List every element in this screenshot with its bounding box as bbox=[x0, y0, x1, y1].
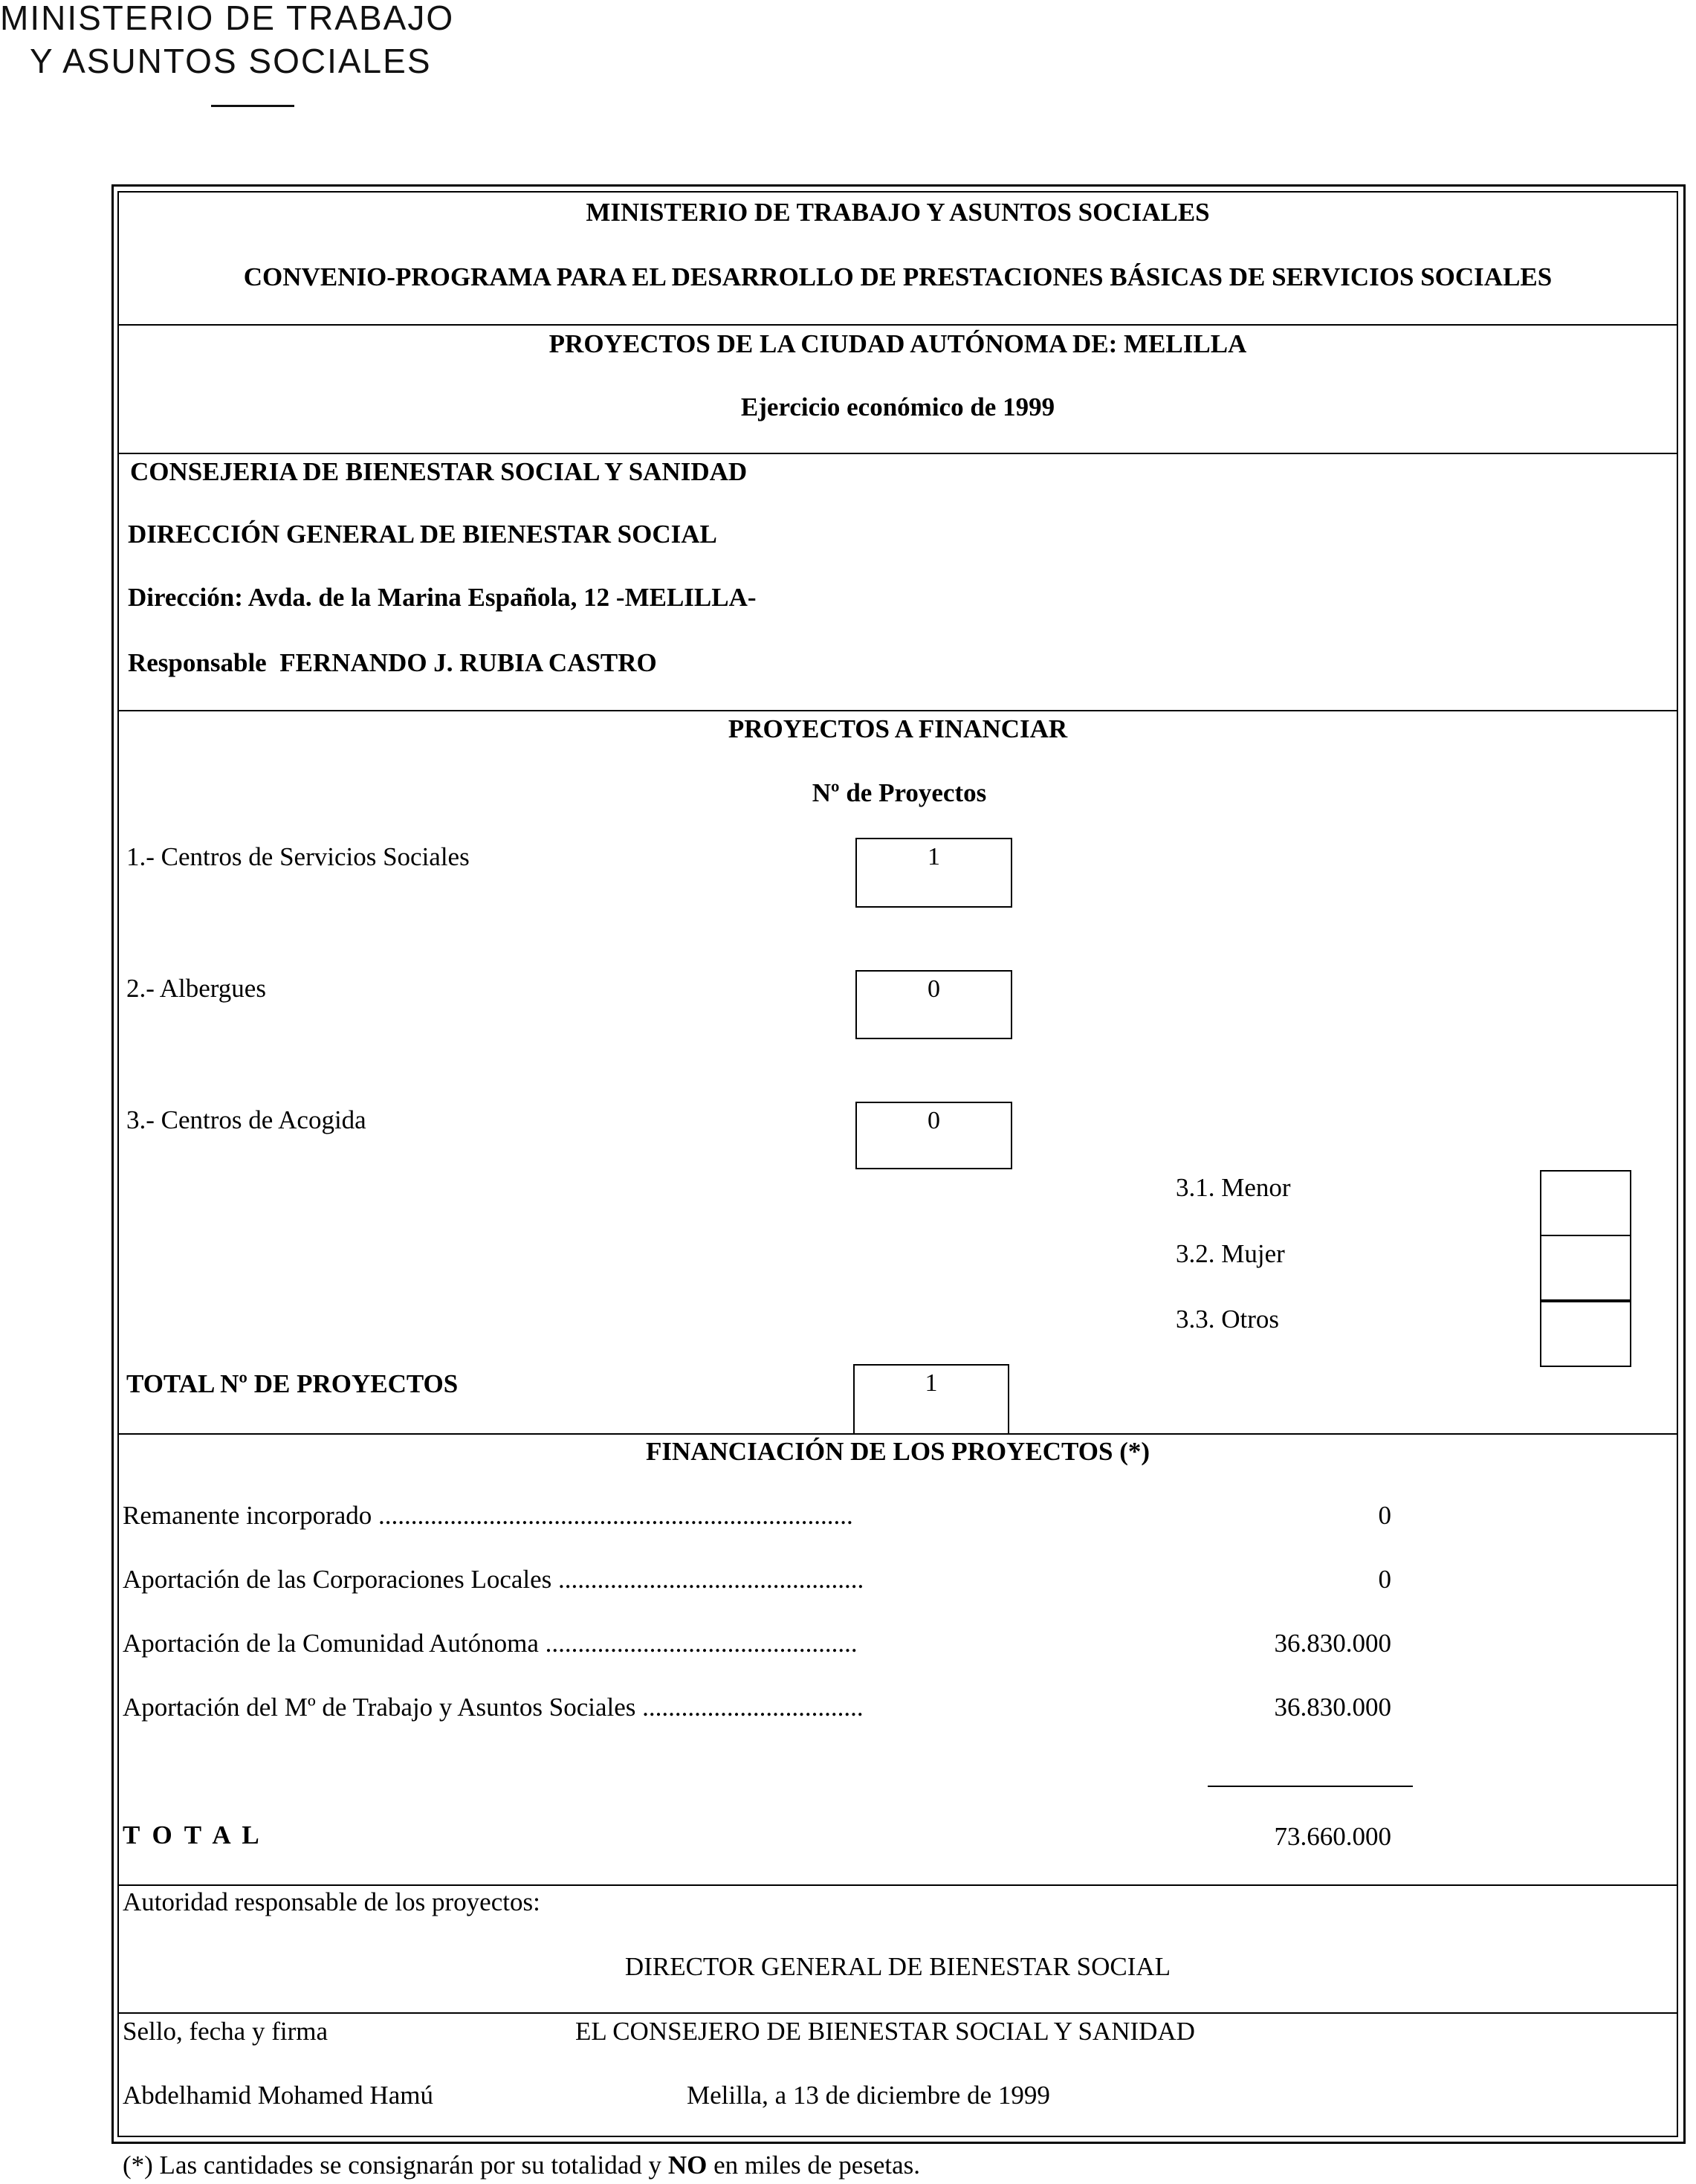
form-title-ministry: MINISTERIO DE TRABAJO Y ASUNTOS SOCIALES bbox=[586, 198, 1210, 227]
subitem-label: 3.2. Mujer bbox=[1176, 1239, 1285, 1268]
project-count-box: 0 bbox=[855, 1102, 1012, 1169]
footnote bbox=[123, 2150, 920, 2181]
address: Dirección: Avda. de la Marina Española, 12 -MELILLA- bbox=[128, 583, 757, 612]
projects-heading: PROYECTOS A FINANCIAR bbox=[728, 714, 1068, 743]
subitem-label: 3.1. Menor bbox=[1176, 1173, 1291, 1202]
header-ministry-line1: MINISTERIO DE TRABAJO bbox=[0, 0, 455, 37]
subitem-count-box bbox=[1540, 1301, 1631, 1367]
section-divider bbox=[117, 710, 1678, 711]
seal-label: Sello, fecha y firma bbox=[123, 2017, 328, 2046]
financing-row-label: Aportación del Mº de Trabajo y Asuntos Sociales .................................. bbox=[123, 1693, 864, 1722]
project-item-label: 3.- Centros de Acogida bbox=[126, 1105, 366, 1134]
project-count-box: 1 bbox=[855, 838, 1012, 908]
section-divider bbox=[117, 1433, 1678, 1435]
financing-row-label: Remanente incorporado ......................................................................... bbox=[123, 1501, 853, 1530]
financing-row-value: 0 bbox=[1378, 1565, 1391, 1594]
directorate-name: DIRECCIÓN GENERAL DE BIENESTAR SOCIAL bbox=[128, 520, 717, 549]
total-projects-box: 1 bbox=[853, 1364, 1009, 1435]
financing-row-value: 36.830.000 bbox=[1274, 1693, 1391, 1722]
authority-label: Autoridad responsable de los proyectos: bbox=[123, 1887, 540, 1916]
financing-total-value: 73.660.000 bbox=[1274, 1822, 1391, 1851]
financing-row-label: Aportación de las Corporaciones Locales ............................................... bbox=[123, 1565, 864, 1594]
authority-title: DIRECTOR GENERAL DE BIENESTAR SOCIAL bbox=[624, 1952, 1171, 1981]
project-item-label: 2.- Albergues bbox=[126, 974, 266, 1003]
footnote-suffix: en miles de pesetas. bbox=[707, 2151, 921, 2180]
signer-title: EL CONSEJERO DE BIENESTAR SOCIAL Y SANIDAD bbox=[575, 2017, 1195, 2046]
projects-city-title: PROYECTOS DE LA CIUDAD AUTÓNOMA DE: MELILLA bbox=[548, 329, 1247, 358]
financing-total-label: T O T A L bbox=[123, 1820, 262, 1849]
signer-name: Abdelhamid Mohamed Hamú bbox=[123, 2081, 433, 2110]
sum-rule bbox=[1208, 1786, 1413, 1787]
footnote-prefix: (*) Las cantidades se consignarán por su totalidad y bbox=[123, 2151, 668, 2180]
subitem-label: 3.3. Otros bbox=[1176, 1305, 1280, 1334]
section-divider bbox=[117, 453, 1678, 454]
financing-row-value: 0 bbox=[1378, 1501, 1391, 1530]
header-rule bbox=[211, 105, 294, 107]
project-item-label: 1.- Centros de Servicios Sociales bbox=[126, 842, 470, 871]
subitem-count-box bbox=[1540, 1235, 1631, 1301]
project-count-box: 0 bbox=[855, 970, 1012, 1039]
fiscal-year: Ejercicio económico de 1999 bbox=[740, 392, 1055, 421]
financing-heading: FINANCIACIÓN DE LOS PROYECTOS (*) bbox=[645, 1437, 1150, 1466]
footnote-emphasis: NO bbox=[667, 2151, 708, 2180]
financing-row-label: Aportación de la Comunidad Autónoma ................................................ bbox=[123, 1629, 858, 1658]
financing-row-value: 36.830.000 bbox=[1274, 1629, 1391, 1658]
responsible bbox=[128, 647, 657, 679]
section-divider bbox=[117, 324, 1678, 326]
place-date: Melilla, a 13 de diciembre de 1999 bbox=[687, 2081, 1050, 2110]
section-divider bbox=[117, 2012, 1678, 2014]
responsible-label: Responsable bbox=[128, 648, 267, 677]
form-title-program: CONVENIO-PROGRAMA PARA EL DESARROLLO DE PRESTACIONES BÁSICAS DE SERVICIOS SOCIALES bbox=[243, 262, 1553, 291]
subitem-count-box bbox=[1540, 1170, 1631, 1236]
responsible-name: FERNANDO J. RUBIA CASTRO bbox=[279, 648, 657, 677]
header-ministry-line2: Y ASUNTOS SOCIALES bbox=[30, 42, 432, 80]
total-projects-label: TOTAL Nº DE PROYECTOS bbox=[126, 1369, 459, 1398]
department-name: CONSEJERIA DE BIENESTAR SOCIAL Y SANIDAD bbox=[130, 457, 748, 486]
projects-count-heading: Nº de Proyectos bbox=[812, 778, 987, 807]
section-divider bbox=[117, 1884, 1678, 1886]
